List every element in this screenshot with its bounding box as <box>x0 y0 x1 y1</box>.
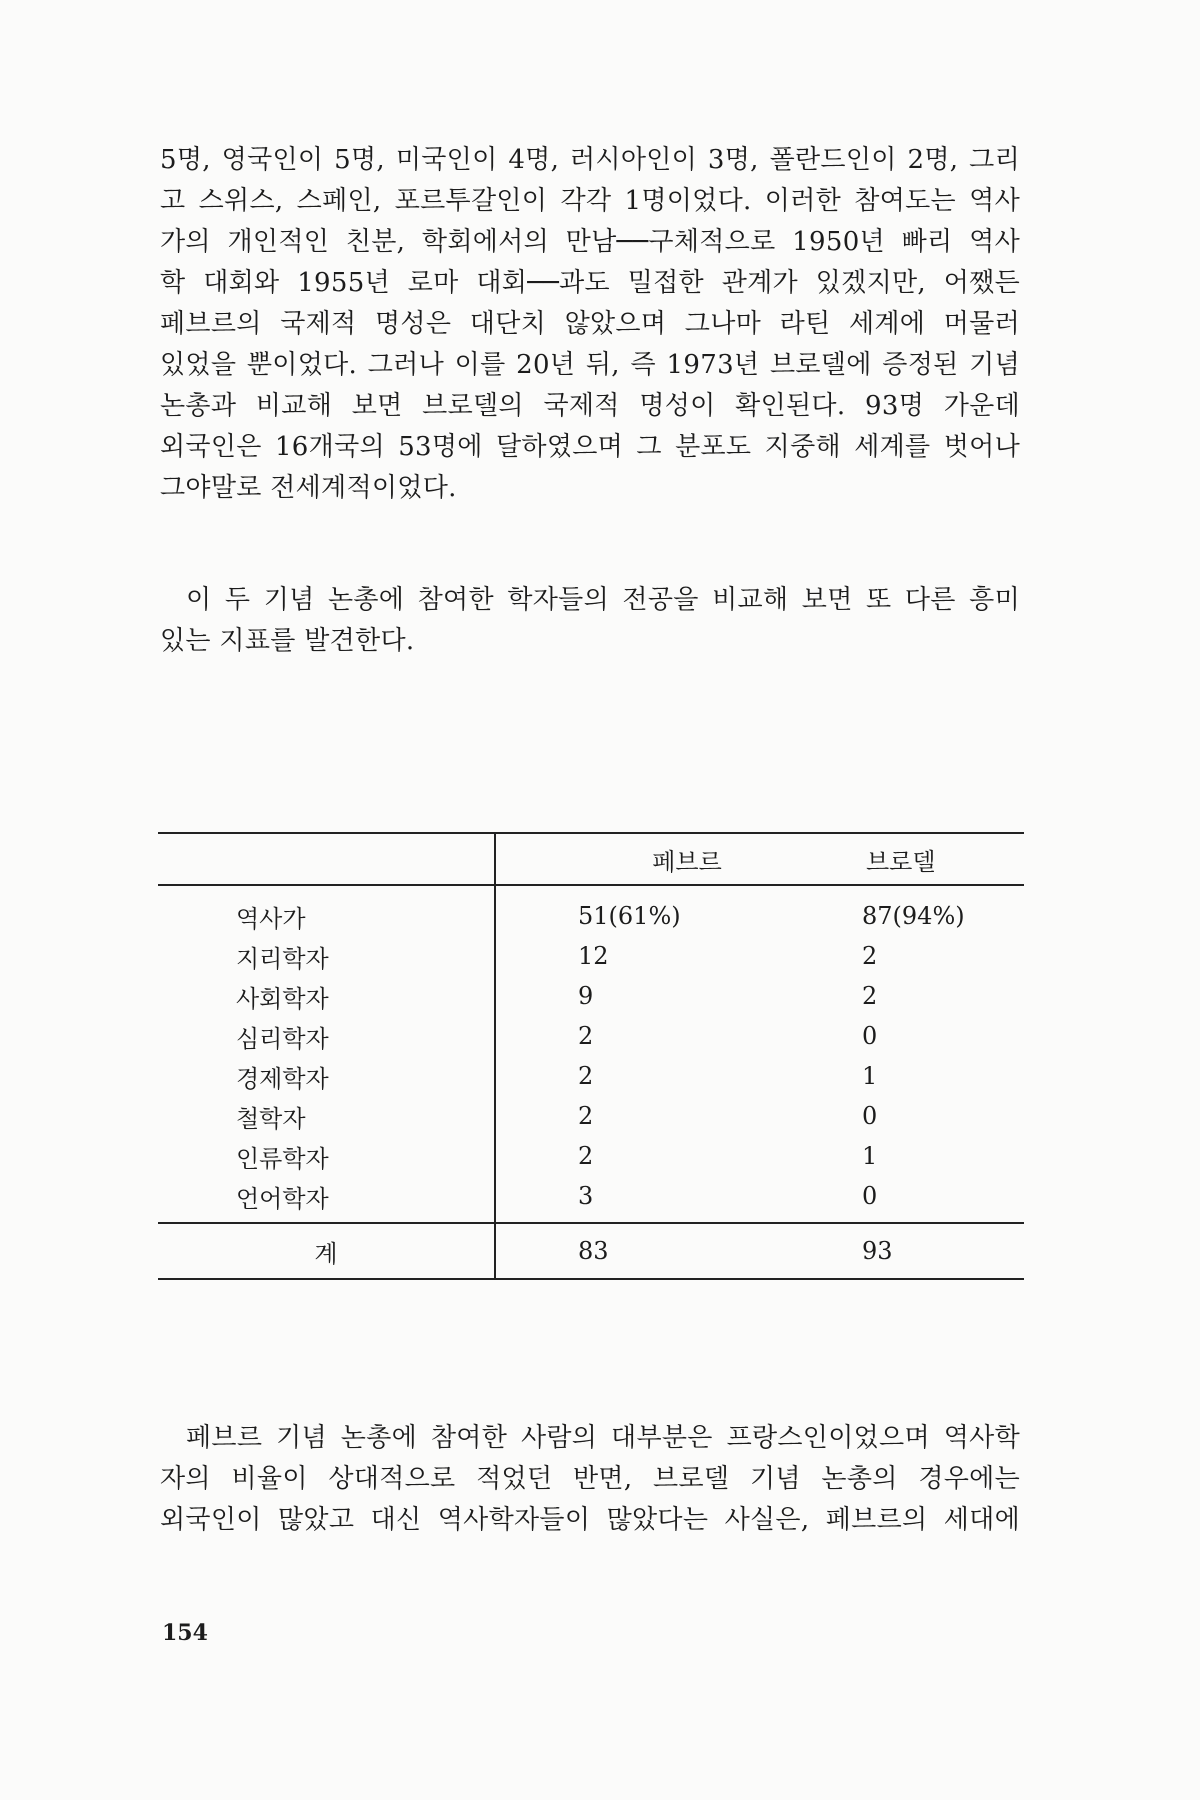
fevre-number: 2 <box>578 1102 594 1130</box>
fevre-value: 12 <box>578 942 609 970</box>
row-label: 지리학자 <box>158 936 495 976</box>
fevre-value <box>495 1176 838 1223</box>
text-line: 학 대회와 1955년 로마 대회──과도 밀접한 관계가 있겠지만, 어쨌든 <box>160 268 1020 298</box>
page-number: 154 <box>162 1620 208 1646</box>
fevre-number: 2 <box>578 1142 594 1170</box>
table-header-row <box>158 833 1024 885</box>
braudel-value: 87(94%) <box>862 902 965 930</box>
discipline-comparison-table <box>158 832 1024 1280</box>
braudel-number: 2 <box>862 942 878 970</box>
text-line: 가의 개인적인 친분, 학회에서의 만남──구체적으로 1950년 빠리 역사 <box>160 227 1020 257</box>
fevre-value <box>495 1096 838 1136</box>
text-line: 논총과 비교해 보면 브로델의 국제적 명성이 확인된다. 93명 가운데 <box>160 391 1020 421</box>
text-line: 있었을 뿐이었다. 그러나 이를 20년 뒤, 즉 1973년 브로델에 증정된 기념 <box>160 350 1020 380</box>
braudel-value <box>838 936 1024 976</box>
row-label: 역사가 <box>158 885 495 936</box>
row-label: 언어학자 <box>158 1176 495 1223</box>
text-line: 외국인이 많았고 대신 역사학자들이 많았다는 사실은, 페브르의 세대에 <box>160 1505 1020 1535</box>
braudel-number: 1 <box>862 1062 878 1090</box>
table-row <box>158 936 1024 976</box>
braudel-value <box>838 1096 1024 1136</box>
braudel-value <box>838 1016 1024 1056</box>
table-row <box>158 1056 1024 1096</box>
braudel-number: 1 <box>862 1142 878 1170</box>
header-blank-cell <box>158 833 495 885</box>
row-label: 경제학자 <box>158 1056 495 1096</box>
braudel-number: 0 <box>862 1022 878 1050</box>
text-line: 페브르 기념 논총에 참여한 사람의 대부분은 프랑스인이었으며 역사학 <box>186 1423 1020 1453</box>
text-line: 자의 비율이 상대적으로 적었던 반면, 브로델 기념 논총의 경우에는 <box>160 1464 1020 1494</box>
braudel-number: 0 <box>862 1182 878 1210</box>
text-line: 외국인은 16개국의 53명에 달하였으며 그 분포도 지중해 세계를 벗어나 <box>160 432 1020 462</box>
fevre-number: 2 <box>578 1022 594 1050</box>
braudel-value <box>838 976 1024 1016</box>
row-label: 인류학자 <box>158 1136 495 1176</box>
braudel-value <box>838 1176 1024 1223</box>
fevre-number: 2 <box>578 1062 594 1090</box>
table-row <box>158 1016 1024 1056</box>
table-total-row <box>158 1223 1024 1279</box>
paragraph-3 <box>160 1418 1020 1541</box>
fevre-total: 83 <box>578 1237 609 1265</box>
row-label: 심리학자 <box>158 1016 495 1056</box>
braudel-value <box>838 1056 1024 1096</box>
fevre-value <box>495 1016 838 1056</box>
braudel-value <box>838 1136 1024 1176</box>
row-label: 철학자 <box>158 1096 495 1136</box>
paragraph-1 <box>160 140 1020 509</box>
table-row <box>158 976 1024 1016</box>
text-line: 그야말로 전세계적이었다. <box>160 473 457 503</box>
fevre-value <box>495 976 838 1016</box>
row-label: 사회학자 <box>158 976 495 1016</box>
fevre-number: 9 <box>578 982 594 1010</box>
fevre-value <box>495 1056 838 1096</box>
braudel-number: 2 <box>862 982 878 1010</box>
paragraph-2 <box>160 580 1020 662</box>
header-braudel: 브로델 <box>866 847 936 876</box>
fevre-value: 51(61%) <box>578 902 681 930</box>
fevre-value <box>495 1136 838 1176</box>
text-line: 5명, 영국인이 5명, 미국인이 4명, 러시아인이 3명, 폴란드인이 2명, 그리 <box>160 145 1020 175</box>
table-row <box>158 1176 1024 1223</box>
text-line: 있는 지표를 발견한다. <box>160 626 415 656</box>
braudel-total: 93 <box>862 1237 893 1265</box>
text-line: 이 두 기념 논총에 참여한 학자들의 전공을 비교해 보면 또 다른 흥미 <box>186 585 1020 615</box>
table-row <box>158 885 1024 936</box>
table-row <box>158 1096 1024 1136</box>
text-line: 고 스위스, 스페인, 포르투갈인이 각각 1명이었다. 이러한 참여도는 역사 <box>160 186 1020 216</box>
braudel-number: 0 <box>862 1102 878 1130</box>
header-fevre: 페브르 <box>652 847 722 876</box>
total-label: 계 <box>158 1223 495 1279</box>
table-row <box>158 1136 1024 1176</box>
text-line: 페브르의 국제적 명성은 대단치 않았으며 그나마 라틴 세계에 머물러 <box>160 309 1020 339</box>
fevre-number: 3 <box>578 1182 594 1210</box>
